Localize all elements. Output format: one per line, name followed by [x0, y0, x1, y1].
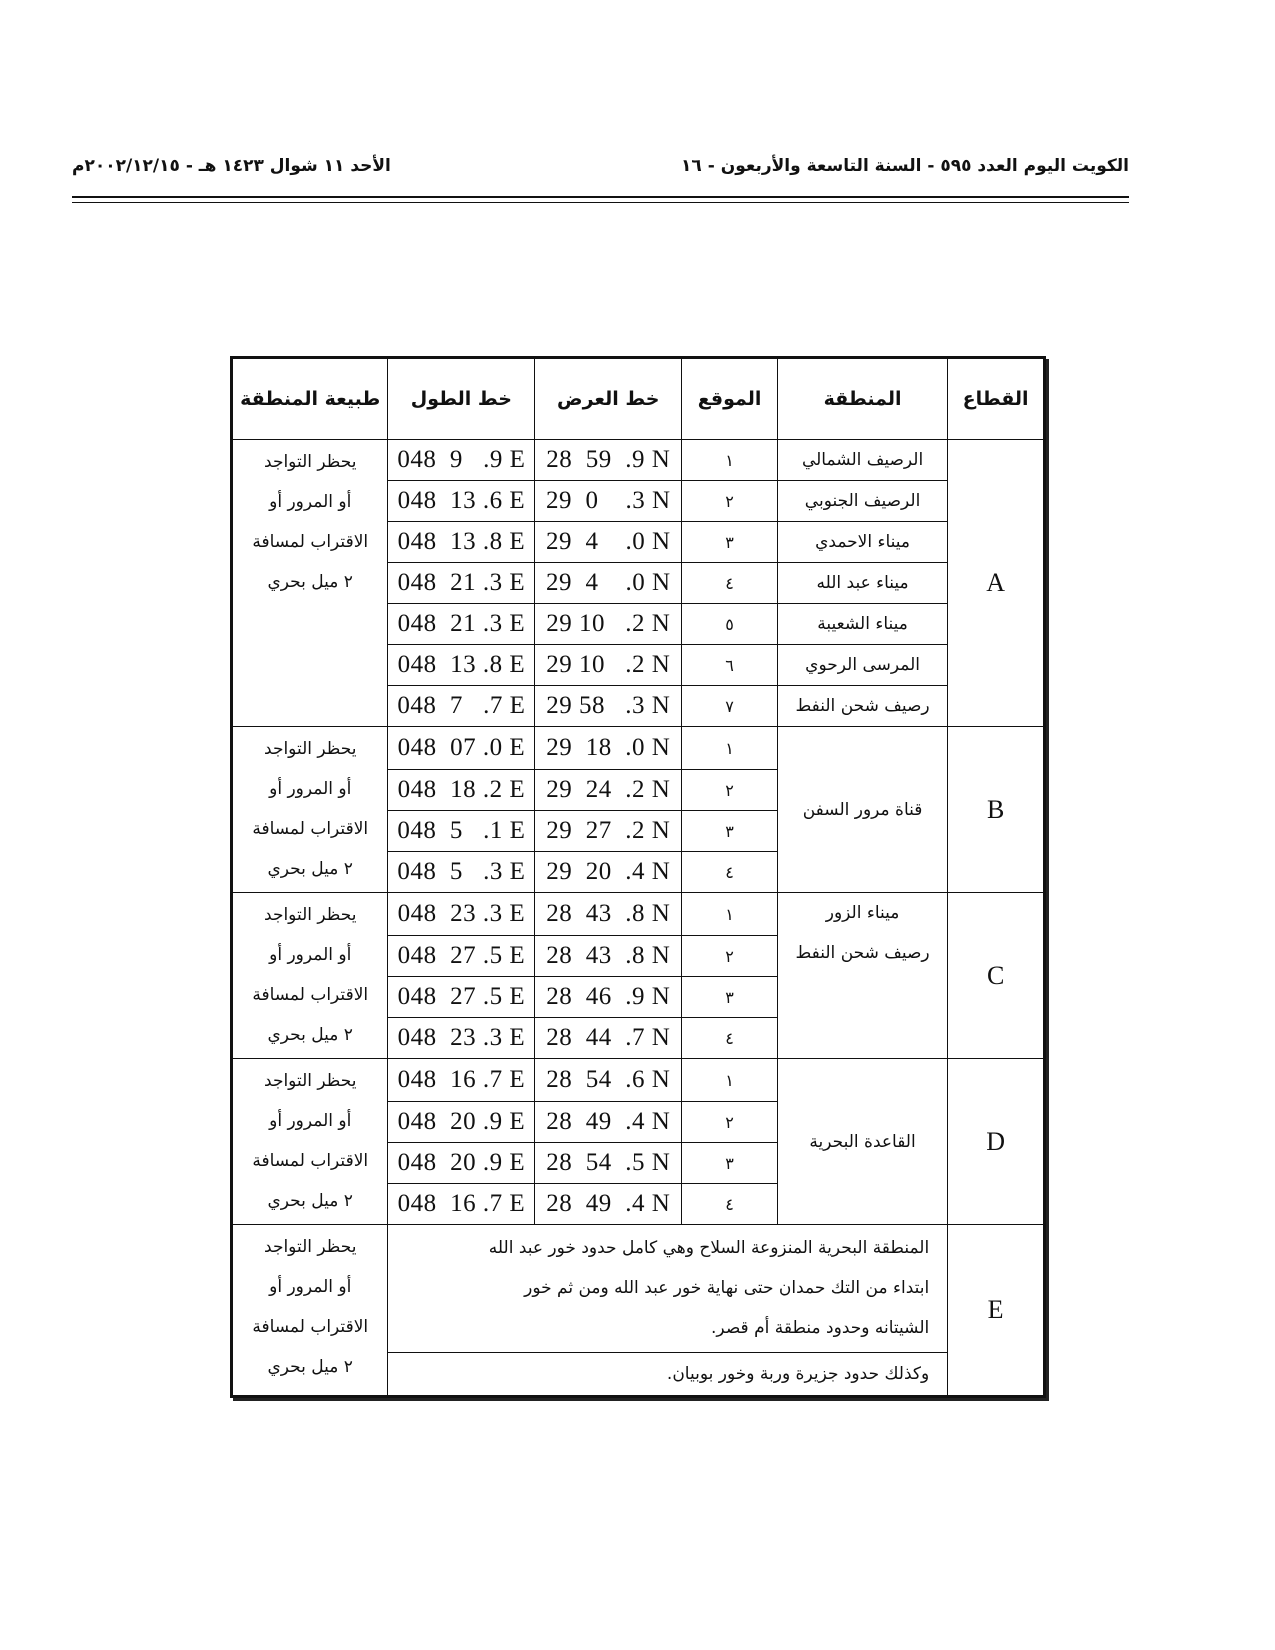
restricted-zones-table-frame: [230, 356, 1046, 1398]
latitude-value: 28 46 .9 N: [535, 977, 682, 1018]
latitude-value: 29 4 .0 N: [535, 563, 682, 604]
longitude-value: 048 13 .6 E: [388, 481, 535, 522]
latitude-value: 29 20 .4 N: [535, 852, 682, 893]
latitude-value: 28 49 .4 N: [535, 1102, 682, 1143]
longitude-value: 048 18 .2 E: [388, 770, 535, 811]
latitude-value: 28 49 .4 N: [535, 1184, 682, 1225]
sector-e-extra-description: وكذلك حدود جزيرة وربة وخور بوبيان.: [388, 1352, 948, 1395]
zone-nature-line: ٢ ميل بحري: [267, 859, 353, 879]
latitude-value: 28 43 .8 N: [535, 936, 682, 977]
description-line: المنطقة البحرية المنزوعة السلاح وهي كامل حدود خور عبد الله: [488, 1238, 930, 1259]
position-number: ٢: [682, 1102, 778, 1143]
sector-e-description: [388, 1225, 948, 1353]
zone-nature-line: أو المرور أو: [269, 1277, 352, 1297]
position-number: ١: [682, 440, 778, 481]
position-number: ٢: [682, 481, 778, 522]
zone-nature-line: يحظر التواجد: [264, 452, 357, 472]
header-sector: القطاع: [948, 359, 1044, 440]
longitude-value: 048 21 .3 E: [388, 604, 535, 645]
position-number: ١: [682, 893, 778, 936]
header-position: الموقع: [682, 359, 778, 440]
zone-nature-line: الاقتراب لمسافة: [252, 819, 369, 839]
longitude-value: 048 9 .9 E: [388, 440, 535, 481]
sector-code: D: [948, 1059, 1044, 1225]
latitude-value: 29 24 .2 N: [535, 770, 682, 811]
area-name: ميناء الاحمدي: [777, 522, 947, 563]
position-number: ٣: [682, 811, 778, 852]
zone-nature-line: يحظر التواجد: [264, 905, 357, 925]
position-number: ٧: [682, 686, 778, 727]
zone-nature-cell: [233, 440, 388, 727]
table-row: [233, 893, 1044, 936]
sector-code: B: [948, 727, 1044, 893]
area-line: ميناء الزور: [825, 903, 900, 923]
longitude-value: 048 27 .5 E: [388, 936, 535, 977]
longitude-value: 048 27 .5 E: [388, 977, 535, 1018]
zone-nature-line: أو المرور أو: [269, 779, 352, 799]
area-name: المرسى الرحوي: [777, 645, 947, 686]
zone-nature-line: أو المرور أو: [269, 1111, 352, 1131]
longitude-value: 048 16 .7 E: [388, 1184, 535, 1225]
latitude-value: 28 54 .5 N: [535, 1143, 682, 1184]
longitude-value: 048 5 .1 E: [388, 811, 535, 852]
zone-nature-line: الاقتراب لمسافة: [252, 532, 369, 552]
zone-nature-line: أو المرور أو: [269, 945, 352, 965]
header-rule-thin: [72, 202, 1129, 203]
area-name: ميناء الشعيبة: [777, 604, 947, 645]
position-number: ٣: [682, 522, 778, 563]
latitude-value: 29 18 .0 N: [535, 727, 682, 770]
zone-nature-line: ٢ ميل بحري: [267, 572, 353, 592]
zone-nature-line: الاقتراب لمسافة: [252, 1317, 369, 1337]
issue-date: الأحد ١١ شوال ١٤٢٣ هـ - ٢٠٠٢/١٢/١٥م: [72, 156, 391, 176]
publication-info: الكويت اليوم العدد ٥٩٥ - السنة التاسعة والأربعون - ١٦: [681, 156, 1129, 176]
longitude-value: 048 20 .9 E: [388, 1143, 535, 1184]
longitude-value: 048 21 .3 E: [388, 563, 535, 604]
latitude-value: 29 4 .0 N: [535, 522, 682, 563]
position-number: ٣: [682, 1143, 778, 1184]
table-row: [233, 440, 1044, 481]
zone-nature-cell: [233, 1225, 388, 1396]
longitude-value: 048 23 .3 E: [388, 1018, 535, 1059]
sector-code: E: [948, 1225, 1044, 1396]
description-line: ابتداء من التك حمدان حتى نهاية خور عبد الله ومن ثم خور: [524, 1278, 930, 1299]
sector-code: C: [948, 893, 1044, 1059]
header-nature: طبيعة المنطقة: [233, 359, 388, 440]
area-line: رصيف شحن النفط: [795, 943, 930, 963]
zone-nature-cell: [233, 727, 388, 893]
zone-nature-line: ٢ ميل بحري: [267, 1357, 353, 1377]
position-number: ٢: [682, 770, 778, 811]
restricted-zones-table: [232, 358, 1044, 1396]
area-name: الرصيف الجنوبي: [777, 481, 947, 522]
sector-area: القاعدة البحرية: [777, 1059, 947, 1225]
table-row: [233, 1059, 1044, 1102]
table-header-row: [233, 359, 1044, 440]
position-number: ٣: [682, 977, 778, 1018]
zone-nature-line: يحظر التواجد: [264, 1071, 357, 1091]
position-number: ٢: [682, 936, 778, 977]
latitude-value: 28 44 .7 N: [535, 1018, 682, 1059]
longitude-value: 048 7 .7 E: [388, 686, 535, 727]
position-number: ٤: [682, 563, 778, 604]
sector-area: قناة مرور السفن: [777, 727, 947, 893]
sector-area: [777, 893, 947, 1059]
position-number: ٤: [682, 1018, 778, 1059]
latitude-value: 29 10 .2 N: [535, 645, 682, 686]
description-line: الشيتانه وحدود منطقة أم قصر.: [711, 1318, 930, 1339]
position-number: ٤: [682, 1184, 778, 1225]
table-row: [233, 1225, 1044, 1353]
zone-nature-cell: [233, 893, 388, 1059]
area-name: رصيف شحن النفط: [777, 686, 947, 727]
longitude-value: 048 13 .8 E: [388, 522, 535, 563]
latitude-value: 28 59 .9 N: [535, 440, 682, 481]
longitude-value: 048 13 .8 E: [388, 645, 535, 686]
longitude-value: 048 5 .3 E: [388, 852, 535, 893]
zone-nature-line: أو المرور أو: [269, 492, 352, 512]
header-rule: [72, 196, 1129, 198]
sector-code: A: [948, 440, 1044, 727]
zone-nature-line: ٢ ميل بحري: [267, 1025, 353, 1045]
latitude-value: 29 27 .2 N: [535, 811, 682, 852]
position-number: ٤: [682, 852, 778, 893]
position-number: ١: [682, 727, 778, 770]
zone-nature-line: يحظر التواجد: [264, 739, 357, 759]
longitude-value: 048 23 .3 E: [388, 893, 535, 936]
latitude-value: 29 0 .3 N: [535, 481, 682, 522]
area-name: الرصيف الشمالي: [777, 440, 947, 481]
header-longitude: خط الطول: [388, 359, 535, 440]
page-header: [72, 150, 1129, 184]
zone-nature-line: ٢ ميل بحري: [267, 1191, 353, 1211]
longitude-value: 048 07 .0 E: [388, 727, 535, 770]
latitude-value: 28 54 .6 N: [535, 1059, 682, 1102]
latitude-value: 29 58 .3 N: [535, 686, 682, 727]
position-number: ١: [682, 1059, 778, 1102]
area-name: ميناء عبد الله: [777, 563, 947, 604]
zone-nature-line: الاقتراب لمسافة: [252, 1151, 369, 1171]
header-area: المنطقة: [777, 359, 947, 440]
header-latitude: خط العرض: [535, 359, 682, 440]
zone-nature-cell: [233, 1059, 388, 1225]
zone-nature-line: الاقتراب لمسافة: [252, 985, 369, 1005]
position-number: ٦: [682, 645, 778, 686]
table-row: [233, 727, 1044, 770]
zone-nature-line: يحظر التواجد: [264, 1237, 357, 1257]
latitude-value: 29 10 .2 N: [535, 604, 682, 645]
longitude-value: 048 20 .9 E: [388, 1102, 535, 1143]
position-number: ٥: [682, 604, 778, 645]
longitude-value: 048 16 .7 E: [388, 1059, 535, 1102]
latitude-value: 28 43 .8 N: [535, 893, 682, 936]
